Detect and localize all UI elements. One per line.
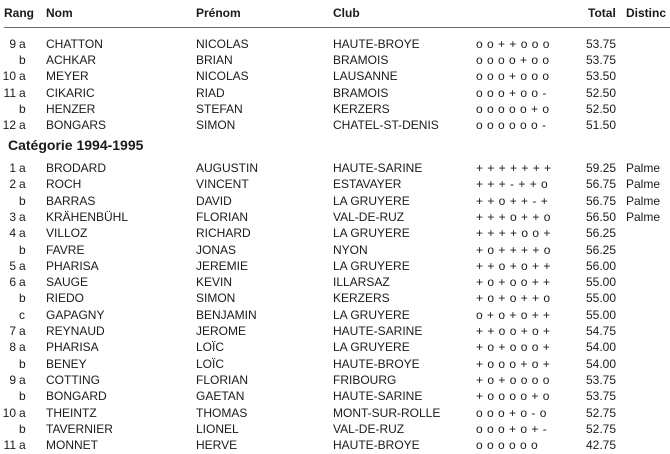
cell-nom: PHARISA [46,340,99,355]
table-row [0,291,670,306]
cell-nom: CIKARIC [46,85,95,100]
cell-distinction: Palme [626,177,661,192]
rank-letter: a [19,340,26,355]
rank-letter: b [19,421,26,436]
cell-club: LA GRUYERE [333,226,410,241]
cell-marks: + + o + o + + [476,258,551,273]
rank-letter: a [19,258,26,273]
cell-nom: COTTING [46,372,100,387]
cell-nom: THEINTZ [46,405,97,420]
rank-letter: a [19,438,26,453]
cell-prenom: RIAD [196,85,225,100]
cell-prenom: BRIAN [196,53,233,68]
table-row [0,340,670,355]
rank-number: 11 [3,438,16,453]
cell-club: LA GRUYERE [333,193,410,208]
table-row [0,275,670,290]
cell-club: BRAMOIS [333,85,389,100]
rank-number: 8 [9,340,16,355]
rank-letter: b [19,53,26,68]
cell-total: 55.00 [586,275,617,290]
table-row [0,357,670,372]
rank-number: 4 [9,226,16,241]
cell-total: 54.00 [586,356,617,371]
cell-marks: o o + + o o o [476,37,550,51]
cell-prenom: LOÏC [196,340,225,355]
rank-letter: b [19,242,26,257]
cell-total: 56.00 [586,258,617,273]
category-title: Catégorie 1994-1995 [8,137,144,153]
cell-nom: MEYER [46,69,89,84]
cell-total: 56.50 [586,209,617,224]
rank-letter: a [19,226,26,241]
cell-club: HAUTE-BROYE [333,438,420,453]
cell-marks: o o o + o + - [476,421,548,436]
table-row [0,243,670,258]
table-row [0,69,670,84]
cell-nom: CHATTON [46,37,103,51]
cell-total: 55.00 [586,291,617,306]
cell-club: HAUTE-SARINE [333,161,423,175]
table-row [0,373,670,388]
rank-number: 9 [9,37,16,51]
cell-club: MONT-SUR-ROLLE [333,405,441,420]
cell-prenom: NICOLAS [196,69,249,84]
rank-letter: a [19,372,26,387]
cell-marks: o o o o o + o [476,101,550,116]
table-row [0,102,670,117]
cell-prenom: BENJAMIN [196,307,257,322]
cell-prenom: DAVID [196,193,232,208]
rank-letter: a [19,85,26,100]
cell-marks: + + + + o o + [476,226,551,241]
rank-letter: b [19,101,26,116]
table-row [0,406,670,421]
rank-number: 9 [9,372,16,387]
rank-letter: a [19,405,26,420]
cell-distinction: Palme [626,161,661,175]
cell-club: ESTAVAYER [333,177,402,192]
rank-number: 11 [3,85,16,100]
rank-letter: b [19,356,26,371]
rank-number: 7 [9,324,16,338]
cell-club: NYON [333,242,368,257]
cell-nom: BENEY [46,356,87,371]
rank-number: 10 [2,69,16,84]
cell-club: CHATEL-ST-DENIS [333,118,439,132]
cell-nom: BRODARD [46,161,107,175]
cell-marks: o o o o o o - [476,118,547,132]
cell-prenom: JONAS [196,242,237,257]
cell-total: 59.25 [586,161,617,175]
cell-total: 42.75 [586,438,617,453]
header-nom: Nom [46,6,73,20]
rank-letter: a [19,209,26,224]
cell-prenom: SIMON [196,118,236,132]
cell-nom: GAPAGNY [46,307,105,322]
cell-total: 52.75 [586,405,617,420]
cell-distinction: Palme [626,209,661,224]
header-total: Total [588,6,616,20]
cell-nom: BARRAS [46,193,96,208]
rank-letter: a [19,275,26,290]
cell-prenom: RICHARD [196,226,251,241]
cell-marks: + o + o o o o [476,372,550,387]
rank-number: 1 [9,161,16,175]
cell-total: 56.25 [586,242,617,257]
table-row [0,226,670,241]
cell-nom: MONNET [46,438,98,453]
cell-marks: + o + o o o + [476,340,551,355]
rank-letter: a [19,37,26,51]
cell-club: BRAMOIS [333,53,389,68]
cell-prenom: FLORIAN [196,372,249,387]
table-row [0,86,670,101]
header-prenom: Prénom [196,6,241,20]
cell-nom: KRÄHENBÜHL [46,209,129,224]
cell-nom: TAVERNIER [46,421,113,436]
cell-total: 53.75 [586,37,617,51]
cell-prenom: GAETAN [196,389,245,404]
cell-total: 53.75 [586,372,617,387]
rank-number: 2 [9,177,16,192]
cell-prenom: HERVE [196,438,238,453]
cell-club: FRIBOURG [333,372,397,387]
table-row [0,210,670,225]
cell-total: 51.50 [586,118,617,132]
cell-prenom: LOÏC [196,356,225,371]
header-rang: Rang [4,6,34,20]
table-row [0,308,670,323]
cell-nom: REYNAUD [46,324,105,338]
table-row [0,37,670,52]
cell-prenom: VINCENT [196,177,249,192]
cell-nom: PHARISA [46,258,99,273]
cell-distinction: Palme [626,193,661,208]
cell-total: 56.25 [586,226,617,241]
table-row [0,438,670,453]
rank-number: 6 [9,275,16,290]
rank-number: 3 [9,209,16,224]
cell-nom: SAUGE [46,275,89,290]
cell-nom: BONGARS [46,118,107,132]
cell-prenom: LIONEL [196,421,239,436]
header-divider [4,27,670,28]
rank-letter: b [19,193,26,208]
cell-marks: + + o o + o + [476,324,551,338]
rank-letter: b [19,389,26,404]
rank-letter: a [19,118,26,132]
cell-total: 52.50 [586,85,617,100]
cell-prenom: STEFAN [196,101,243,116]
cell-club: ILLARSAZ [333,275,390,290]
cell-prenom: THOMAS [196,405,248,420]
rank-number: 5 [9,258,16,273]
cell-marks: + o + o + + o [476,291,551,306]
cell-total: 53.75 [586,53,617,68]
cell-marks: + + + o + + o [476,209,551,224]
cell-club: KERZERS [333,101,390,116]
cell-total: 53.50 [586,69,617,84]
rank-letter: a [19,177,26,192]
table-row [0,324,670,339]
cell-nom: VILLOZ [46,226,88,241]
cell-total: 54.75 [586,324,617,338]
cell-club: LA GRUYERE [333,258,410,273]
header-club: Club [333,6,360,20]
column-header [0,6,670,22]
cell-total: 55.00 [586,307,617,322]
rank-letter: a [19,324,26,338]
cell-nom: RIEDO [46,291,85,306]
cell-marks: o o o + o o o [476,69,550,84]
cell-marks: + o o o + o + [476,356,551,371]
cell-marks: + + + + + + + [476,161,552,175]
cell-prenom: JEROME [196,324,247,338]
cell-prenom: AUGUSTIN [196,161,259,175]
cell-total: 54.00 [586,340,617,355]
table-row [0,53,670,68]
cell-marks: + o + + + + o [476,242,551,257]
cell-marks: + + o + + - + [476,193,549,208]
cell-marks: o o o + o o - [476,85,547,100]
cell-prenom: KEVIN [196,275,233,290]
rank-letter: a [19,161,26,175]
rank-number: 10 [2,405,16,420]
cell-total: 56.75 [586,193,617,208]
cell-club: LAUSANNE [333,69,398,84]
cell-marks: o o o + o - o [476,405,547,420]
table-row [0,194,670,209]
cell-total: 52.50 [586,101,617,116]
cell-prenom: NICOLAS [196,37,249,51]
cell-prenom: JEREMIE [196,258,249,273]
cell-club: HAUTE-BROYE [333,356,420,371]
rank-number: 12 [2,118,16,132]
rank-letter: a [19,69,26,84]
table-row [0,259,670,274]
cell-total: 53.75 [586,389,617,404]
cell-nom: ROCH [46,177,82,192]
cell-marks: + + + - + + o [476,177,549,192]
cell-total: 56.75 [586,177,617,192]
cell-marks: o o o o + o o [476,53,550,68]
cell-nom: ACHKAR [46,53,97,68]
cell-club: LA GRUYERE [333,340,410,355]
rank-letter: b [19,291,26,306]
cell-prenom: SIMON [196,291,236,306]
table-row [0,389,670,404]
cell-club: HAUTE-BROYE [333,37,420,51]
cell-club: HAUTE-SARINE [333,389,423,404]
cell-marks: + o + o o + + [476,275,551,290]
cell-marks: + o o o o + o [476,389,550,404]
cell-club: LA GRUYERE [333,307,410,322]
cell-nom: HENZER [46,101,96,116]
cell-nom: BONGARD [46,389,107,404]
cell-marks: o + o + o + + [476,307,551,322]
cell-marks: o o o o o o [476,438,539,453]
rank-letter: c [19,307,25,322]
table-row [0,118,670,133]
table-row [0,161,670,176]
header-distinction: Distinc [626,6,667,20]
cell-club: HAUTE-SARINE [333,324,423,338]
cell-prenom: FLORIAN [196,209,249,224]
cell-total: 52.75 [586,421,617,436]
cell-nom: FAVRE [46,242,85,257]
cell-club: VAL-DE-RUZ [333,209,405,224]
cell-club: KERZERS [333,291,390,306]
table-row [0,177,670,192]
cell-club: VAL-DE-RUZ [333,421,405,436]
table-row [0,422,670,437]
